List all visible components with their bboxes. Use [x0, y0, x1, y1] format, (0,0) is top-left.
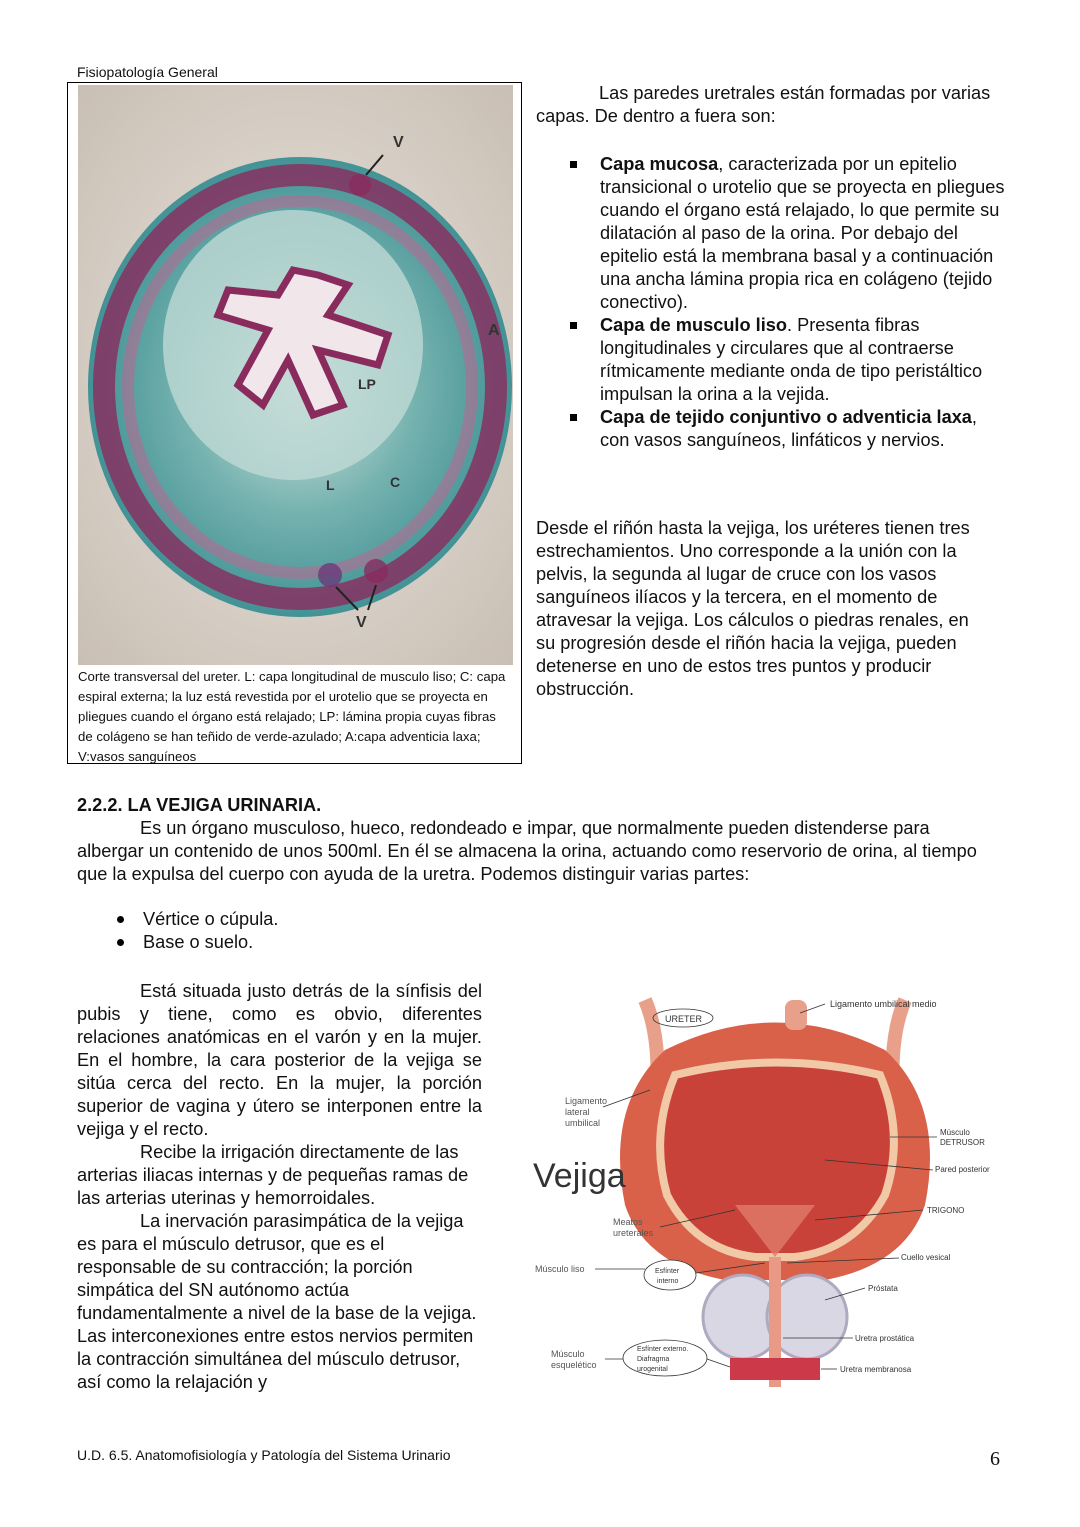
lbl-meatos-1: Meatos: [613, 1217, 643, 1227]
footer-text: U.D. 6.5. Anatomofisiología y Patología del Sistema Urinario: [77, 1447, 451, 1463]
bladder-details-column: [77, 980, 482, 1394]
lbl-uretra-prostatica: Uretra prostática: [855, 1334, 915, 1343]
page-number: 6: [990, 1448, 1000, 1470]
lbl-ligamento-lateral-3: umbilical: [565, 1118, 601, 1128]
layer-muscle-title: Capa de musculo liso: [600, 315, 787, 335]
layer-muscle: [600, 314, 1006, 406]
ureter-cross-section-image: [78, 85, 513, 665]
label-a: A: [488, 322, 500, 339]
layer-adventitia-text: , con vasos sanguíneos, linfáticos y nervios.: [600, 407, 977, 450]
bladder-parts-list: [77, 908, 977, 954]
lbl-ligamento-lateral-2: lateral: [565, 1107, 590, 1117]
lbl-esfinter-externo-2: Diafragma: [637, 1356, 670, 1363]
running-header: Fisiopatología General: [77, 64, 218, 80]
ureter-figure: [67, 82, 522, 764]
layer-adventitia: [600, 406, 1006, 452]
lbl-musculo-esqueletico-1: Músculo: [551, 1349, 585, 1359]
bladder-irrigation: Recibe la irrigación directamente de las arterias iliacas internas y de pequeñas ramas de las arterias uterinas y hemorroidales.: [77, 1142, 469, 1208]
lbl-ligamento-lateral-1: Ligamento: [565, 1096, 608, 1106]
narrowings-text: Desde el riñón hasta la vejiga, los uréteres tienen tres estrechamientos. Uno corresponde a la unión con la pelvis, la segunda al lugar de cruce con los vasos sanguíneos ilíacos y la tercera, en el momento de atravesar la vejiga. Los cálculos o piedras renales, en su progresión desde el riñón hacia la vejiga, pueden detenerse en uno de estos tres puntos y producir obstrucción.: [536, 518, 970, 699]
bladder-section: [77, 794, 977, 954]
layer-mucosa-text: , caracterizada por un epitelio transicional o urotelio que se proyecta en pliegues cuando el órgano está relajado, lo que permite su dilatación al paso de la orina. Por debajo del epitelio está la membrana basal y a continuación una ancha lámina propia rica en colágeno (tejido conectivo).: [600, 154, 1005, 312]
layer-mucosa: [600, 153, 1006, 314]
label-c: C: [390, 474, 401, 490]
lbl-musculo-detrusor-2: DETRUSOR: [940, 1138, 985, 1147]
label-v-top: V: [393, 134, 404, 151]
bladder-heading: 2.2.2. LA VEJIGA URINARIA.: [77, 795, 322, 815]
lbl-esfinter-interno-2: interno: [657, 1278, 679, 1285]
lbl-trigono: TRIGONO: [927, 1206, 965, 1215]
layer-adventitia-title: Capa de tejido conjuntivo o adventicia laxa: [600, 407, 972, 427]
bladder-anatomy-illustration: [525, 995, 1000, 1390]
lbl-meatos-2: ureterales: [613, 1228, 654, 1238]
lbl-esfinter-externo-3: urogenital: [637, 1366, 668, 1373]
label-lp: LP: [358, 376, 376, 392]
bladder-part-apex: Vértice o cúpula.: [143, 908, 977, 931]
ureter-narrowings-paragraph: [536, 517, 986, 701]
layer-muscle-text: . Presenta fibras longitudinales y circulares que al contraerse rítmicamente mediante onda de tipo peristáltico impulsan la orina a la vejida.: [600, 315, 983, 404]
ureter-layers-list: [536, 153, 1006, 452]
lbl-uretra-membranosa: Uretra membranosa: [840, 1365, 912, 1374]
ureter-layers-text: [536, 82, 1006, 452]
bladder-intro: Es un órgano musculoso, hueco, redondeado e impar, que normalmente pueden distenderse para albergar un contenido de unos 500ml. En él se almacena la orina, actuando como reservorio de orina, al tiempo que la expulsa del cuerpo con ayuda de la uretra. Podemos distinguir varias partes:: [77, 818, 977, 884]
lbl-ligamento-umbilical-medio: Ligamento umbilical medio: [830, 999, 937, 1009]
lbl-pared-posterior: Pared posterior: [935, 1165, 990, 1174]
lbl-prostata: Próstata: [868, 1284, 898, 1293]
lbl-esfinter-interno-1: Esfínter: [655, 1268, 680, 1275]
ureter-layers-intro: Las paredes uretrales están formadas por varias capas. De dentro a fuera son:: [536, 83, 991, 126]
lbl-musculo-detrusor-1: Músculo: [940, 1128, 970, 1137]
lbl-ureter: URETER: [665, 1014, 703, 1024]
lbl-esfinter-externo-1: Esfínter externo.: [637, 1346, 689, 1353]
bladder-innervation: La inervación parasimpática de la vejiga es para el músculo detrusor, que es el responsable de su contracción; la porción simpática del SN autónomo actúa fundamentalmente a nivel de la base de la vejiga. Las interconexiones entre estos nervios permiten la contracción simultánea del músculo detrusor, así como la relajación y: [77, 1211, 477, 1392]
ureter-figure-caption: Corte transversal del ureter. L: capa longitudinal de musculo liso; C: capa espiral externa; la luz está revestida por el urotelio que se proyecta en pliegues cuando el órgano está relajado; LP: lámina propia cuyas fibras de colágeno se han teñido de verde-azulado; A:capa adventicia laxa; V:vasos sanguíneos: [78, 669, 506, 764]
diagram-title-vejiga: Vejiga: [533, 1157, 626, 1195]
lbl-musculo-liso: Músculo liso: [535, 1264, 585, 1274]
lbl-musculo-esqueletico-2: esquelético: [551, 1360, 597, 1370]
bladder-location: Está situada justo detrás de la sínfisis del pubis y tiene, como es obvio, diferentes relaciones anatómicas en el varón y en la mujer. En el hombre, la cara posterior de la vejiga se sitúa cerca del recto. En la mujer, la porción superior de vagina y útero se interponen entre la vejiga y el recto.: [77, 981, 482, 1139]
bladder-diagram: [525, 995, 1000, 1390]
bladder-part-base: Base o suelo.: [143, 931, 977, 954]
lbl-cuello-vesical: Cuello vesical: [901, 1253, 951, 1262]
label-l: L: [326, 477, 335, 493]
ureter-micrograph: [78, 85, 513, 665]
label-v-bottom: V: [356, 614, 367, 631]
layer-mucosa-title: Capa mucosa: [600, 154, 719, 174]
